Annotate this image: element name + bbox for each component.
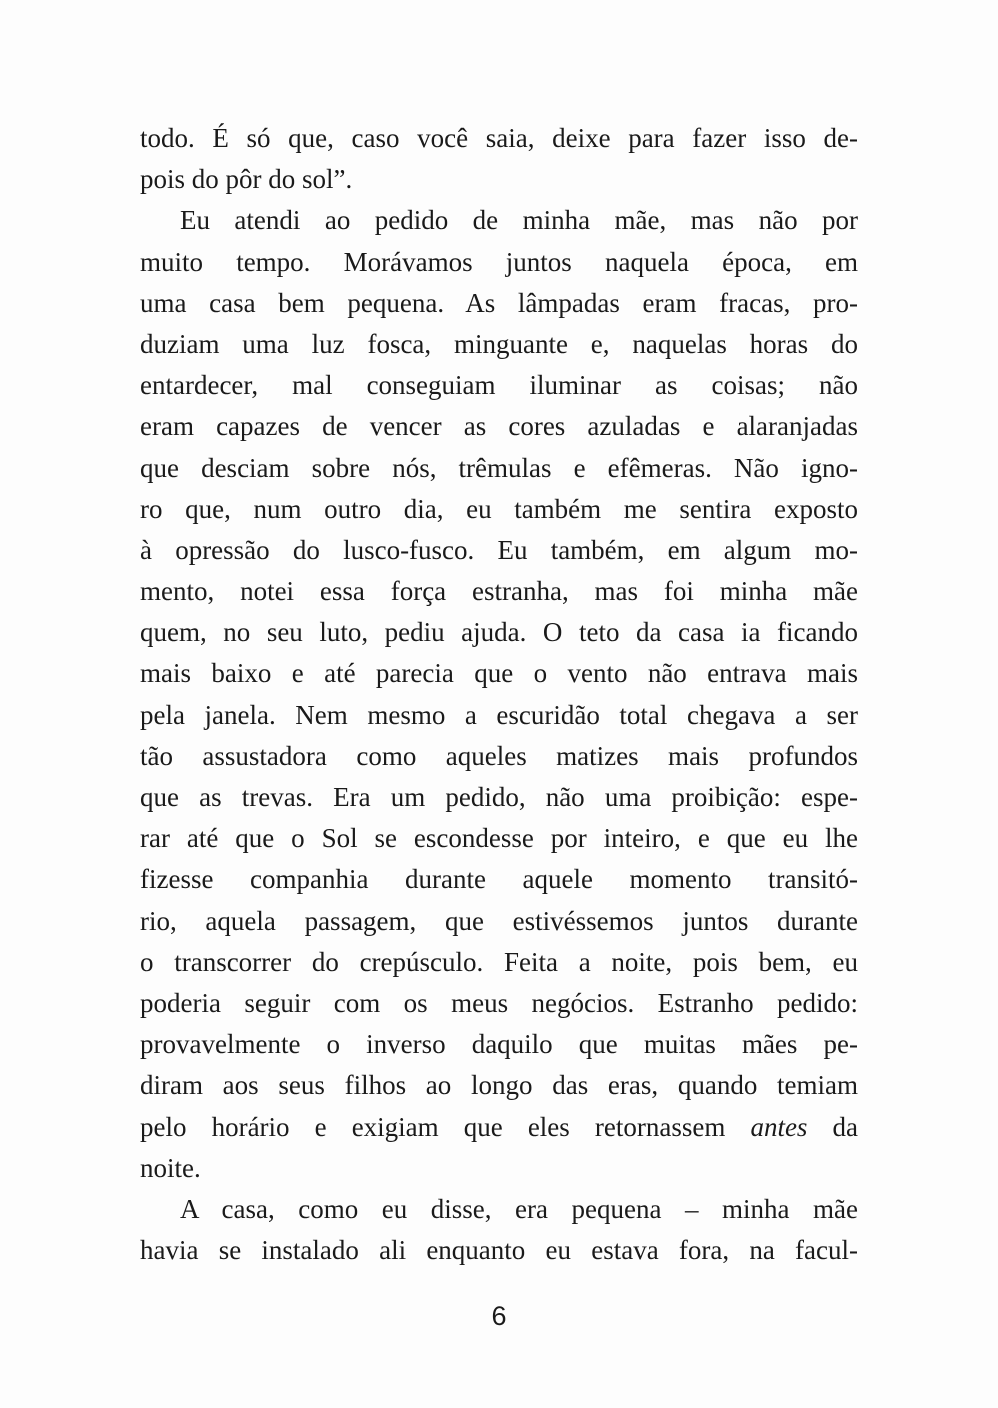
text-segment: Eu atendi ao pedido de minha mãe, mas não por bbox=[180, 205, 858, 236]
text-segment: pelo horário e exigiam que eles retornassem bbox=[140, 1111, 751, 1142]
text-segment: entardecer, mal conseguiam iluminar as coisas; não bbox=[140, 370, 858, 401]
text-segment: ro que, num outro dia, eu também me sentira exposto bbox=[140, 493, 858, 524]
text-segment: A casa, como eu disse, era pequena – minha mãe bbox=[180, 1193, 858, 1224]
text-line bbox=[140, 1230, 858, 1271]
text-segment: eram capazes de vencer as cores azuladas e alaranjadas bbox=[140, 411, 858, 442]
text-segment: mento, notei essa força estranha, mas foi minha mãe bbox=[140, 576, 858, 607]
text-segment: duziam uma luz fosca, minguante e, naquelas horas do bbox=[140, 328, 858, 359]
text-segment: provavelmente o inverso daquilo que muitas mães pe- bbox=[140, 1029, 858, 1060]
text-segment: diram aos seus filhos ao longo das eras, quando temiam bbox=[140, 1070, 858, 1101]
text-line bbox=[140, 1148, 858, 1189]
text-line bbox=[140, 653, 858, 694]
text-line bbox=[140, 1024, 858, 1065]
text-segment: noite. bbox=[140, 1152, 201, 1183]
text-segment: quem, no seu luto, pediu ajuda. O teto da casa ia ficando bbox=[140, 617, 858, 648]
text-line bbox=[140, 242, 858, 283]
text-line bbox=[140, 859, 858, 900]
text-line bbox=[140, 448, 858, 489]
text-line bbox=[140, 365, 858, 406]
text-line bbox=[140, 942, 858, 983]
page-footer bbox=[140, 1301, 858, 1332]
text-segment: da bbox=[807, 1111, 858, 1142]
text-line bbox=[140, 324, 858, 365]
text-segment: todo. É só que, caso você saia, deixe para fazer isso de- bbox=[140, 123, 858, 153]
text-segment: o transcorrer do crepúsculo. Feita a noite, pois bem, eu bbox=[140, 946, 858, 977]
text-line bbox=[140, 612, 858, 653]
text-segment: havia se instalado ali enquanto eu estava fora, na facul- bbox=[140, 1235, 858, 1266]
text-segment: à opressão do lusco-fusco. Eu também, em algum mo- bbox=[140, 534, 858, 565]
text-line bbox=[140, 901, 858, 942]
text-line bbox=[140, 406, 858, 447]
text-line bbox=[140, 1065, 858, 1106]
text-line bbox=[140, 818, 858, 859]
text-line bbox=[140, 200, 858, 241]
text-segment: mais baixo e até parecia que o vento não entrava mais bbox=[140, 658, 858, 689]
text-line bbox=[140, 1107, 858, 1148]
text-segment: fizesse companhia durante aquele momento transitó- bbox=[140, 864, 858, 895]
text-segment: poderia seguir com os meus negócios. Estranho pedido: bbox=[140, 987, 858, 1018]
text-line bbox=[140, 118, 858, 159]
italic-text: antes bbox=[750, 1111, 808, 1142]
text-line bbox=[140, 777, 858, 818]
text-line bbox=[140, 530, 858, 571]
text-line bbox=[140, 983, 858, 1024]
text-segment: rar até que o Sol se escondesse por inteiro, e que eu lhe bbox=[140, 823, 858, 854]
text-segment: que as trevas. Era um pedido, não uma proibição: espe- bbox=[140, 782, 858, 812]
text-segment: muito tempo. Morávamos juntos naquela época, em bbox=[140, 246, 858, 277]
text-line bbox=[140, 489, 858, 530]
text-line bbox=[140, 283, 858, 324]
text-segment: uma casa bem pequena. As lâmpadas eram fracas, pro- bbox=[140, 287, 858, 318]
text-line bbox=[140, 159, 858, 200]
text-segment: pois do pôr do sol”. bbox=[140, 164, 353, 195]
text-segment: que desciam sobre nós, trêmulas e efêmeras. Não igno- bbox=[140, 452, 858, 483]
text-segment: tão assustadora como aqueles matizes mais profundos bbox=[140, 740, 858, 771]
text-segment: rio, aquela passagem, que estivéssemos juntos durante bbox=[140, 905, 858, 936]
text-line bbox=[140, 695, 858, 736]
text-segment: pela janela. Nem mesmo a escuridão total chegava a ser bbox=[140, 699, 858, 730]
text-line bbox=[140, 736, 858, 777]
page-number: 6 bbox=[491, 1301, 507, 1331]
text-line bbox=[140, 1189, 858, 1230]
text-block bbox=[140, 118, 858, 1271]
text-line bbox=[140, 571, 858, 612]
